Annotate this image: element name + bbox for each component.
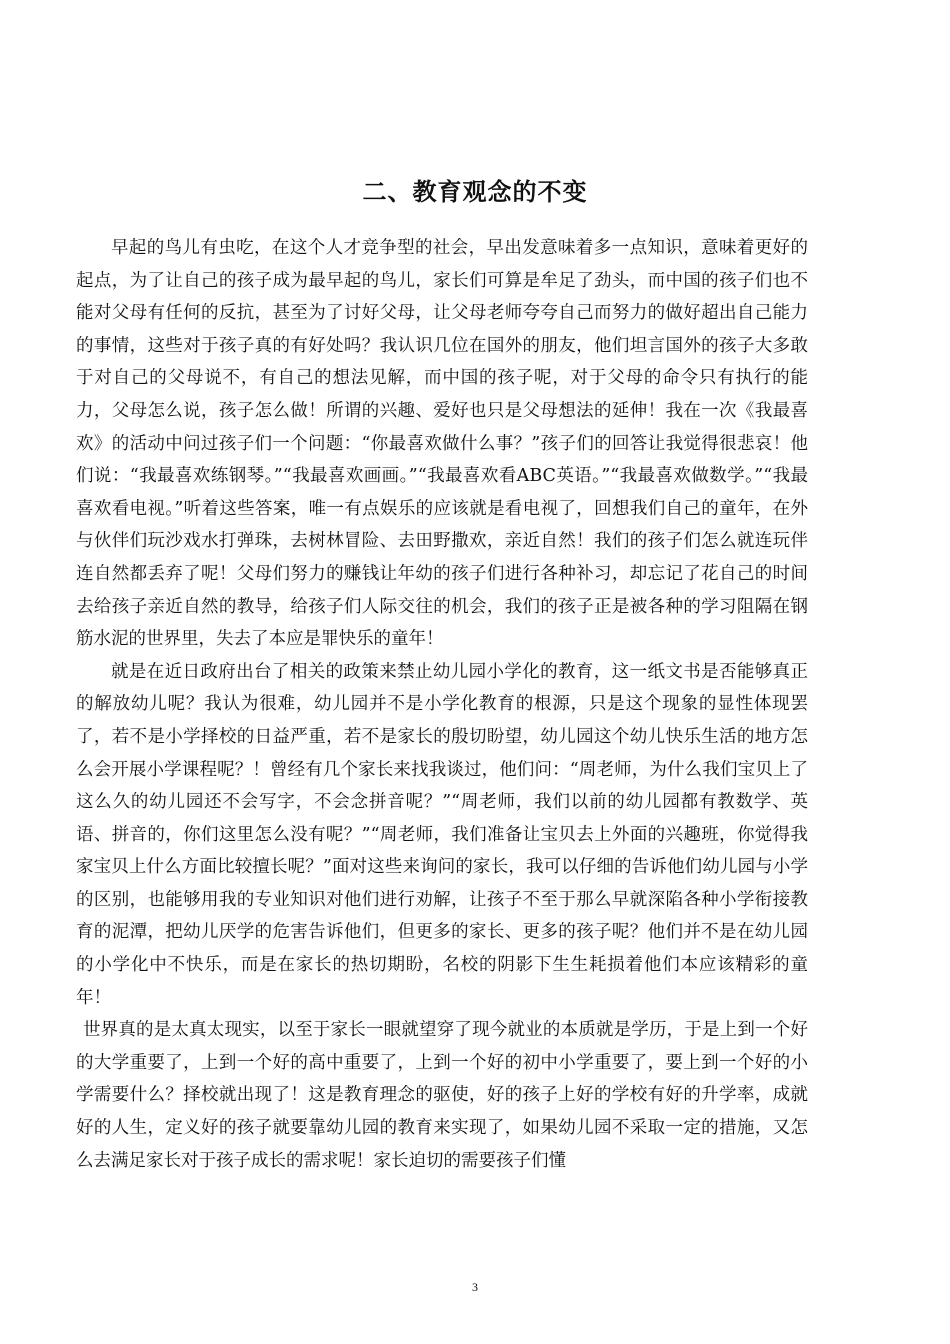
paragraph-1: 早起的鸟儿有虫吃，在这个人才竞争型的社会，早出发意味着多一点知识，意味着更好的起点，为了让自己的孩子成为最早起的鸟儿，家长们可算是牟足了劲头，而中国的孩子们也不能对父母有任何的反抗，甚至为了讨好父母，让父母老师夸夸自己而努力的做好超出自己能力的事情，这些对于孩子真的有好处吗？我认识几位在国外的朋友，他们坦言国外的孩子大多敢于对自己的父母说不，有自己的想法见解，而中国的孩子呢，对于父母的命令只有执行的能力，父母怎么说，孩子怎么做！所谓的兴趣、爱好也只是父母想法的延伸！我在一次《我最喜欢》的活动中问过孩子们一个问题：“你最喜欢做什么事？”孩子们的回答让我觉得很悲哀！他们说：“我最喜欢练钢琴。”“我最喜欢画画。”“我最喜欢看ABC英语。”“我最喜欢做数学。”“我最喜欢看电视。”听着这些答案，唯一有点娱乐的应该就是看电视了，回想我们自己的童年，在外与伙伴们玩沙戏水打弹珠，去树林冒险、去田野撒欢，亲近自然！我们的孩子们怎么就连玩伴连自然都丢弃了呢！父母们努力的赚钱让年幼的孩子们进行各种补习，却忘记了花自己的时间去给孩子亲近自然的教导，给孩子们人际交往的机会，我们的孩子正是被各种的学习阻隔在钢筋水泥的世界里，失去了本应是罪快乐的童年！ — [76, 238, 808, 650]
section-title: 二、教育观念的不变 — [362, 178, 588, 207]
page-number: 3 — [472, 1280, 478, 1294]
paragraph-2: 就是在近日政府出台了相关的政策来禁止幼儿园小学化的教育，这一纸文书是否能够真正的解放幼儿呢？我认为很难，幼儿园并不是小学化教育的根源，只是这个现象的显性体现罢了，若不是小学择校的日益严重，若不是家长的殷切盼望，幼儿园这个幼儿快乐生活的地方怎么会开展小学课程呢？！曾经有几个家长来找我谈过，他们问：“周老师，为什么我们宝贝上了这么久的幼儿园还不会写字，不会念拼音呢？”“周老师，我们以前的幼儿园都有教数学、英语、拼音的，你们这里怎么没有呢？”“周老师，我们准备让宝贝去上外面的兴趣班，你觉得我家宝贝上什么方面比较擅长呢？”面对这些来询问的家长，我可以仔细的告诉他们幼儿园与小学的区别，也能够用我的专业知识对他们进行劝解，让孩子不至于那么早就深陷各种小学衔接教育的泥潭，把幼儿厌学的危害告诉他们，但更多的家长、更多的孩子呢？他们并不是在幼儿园的小学化中不快乐，而是在家长的热切期盼，名校的阴影下生生耗损着他们本应该精彩的童年！ — [76, 661, 808, 1008]
body-text — [76, 232, 808, 1177]
paragraph-3: 世界真的是太真太现实，以至于家长一眼就望穿了现今就业的本质就是学历，于是上到一个好的大学重要了，上到一个好的高中重要了，上到一个好的初中小学重要了，要上到一个好的小学需要什么？择校就出现了！这是教育理念的驱使，好的孩子上好的学校有好的升学率，成就好的人生，定义好的孩子就要靠幼儿园的教育来实现了，如果幼儿园不采取一定的措施，又怎么去满足家长对于孩子成长的需求呢！家长迫切的需要孩子们懂 — [76, 1020, 808, 1171]
